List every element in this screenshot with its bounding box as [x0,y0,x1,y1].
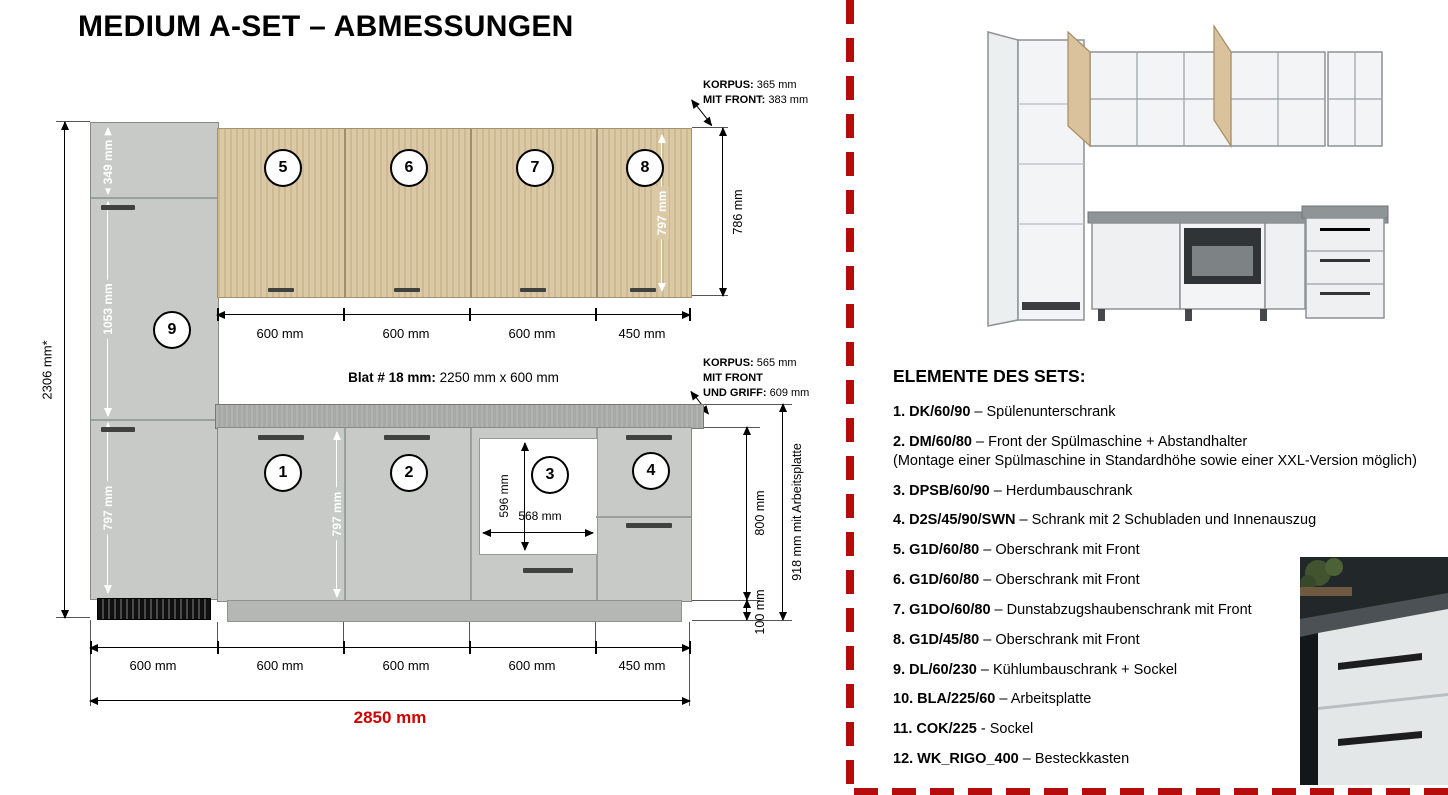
korpus-value: 365 mm [753,79,797,91]
upper-width-3: 600 mm [508,326,556,341]
list-item [893,403,1445,422]
drawer-handle [523,568,573,573]
dim-label-786: 786 mm [731,189,745,235]
element-desc: – Spülenunterschrank [970,404,1116,420]
element-desc: – Dunstabzugshaubenschrank mit Front [990,601,1252,618]
element-code: 2. DM/60/80 [893,433,972,450]
front-line-2 [703,386,809,401]
element-desc: – Arbeitsplatte [995,691,1092,708]
upper-width-1: 600 mm [256,326,304,341]
element-code: 4. D2S/45/90/SWN [893,512,1016,529]
element-desc: – Herdumbauschrank [989,482,1133,499]
cabinet-number-4: 4 [632,452,670,490]
cabinet-number-9: 9 [153,311,191,349]
dim-label-2850: 2850 mm [353,708,427,727]
dim-label-100: 100 mm [753,589,767,635]
list-item [893,482,1445,501]
element-code: 3. DPSB/60/90 [893,482,990,499]
element-desc: – Front der Spülmaschine + Abstandhalter [972,433,1248,450]
dim-label-1053: 1053 mm [101,279,115,338]
dim-arrow-596 [524,443,525,550]
cabinet-number-8: 8 [626,149,664,187]
door-handle [101,427,135,432]
cabinet-number-7: 7 [516,149,554,187]
door-handle [384,435,430,440]
kitchen-3d-render [930,6,1400,356]
dim-label-568: 568 mm [518,509,562,523]
extension-line [689,622,690,706]
element-code: 7. G1DO/60/80 [893,601,991,618]
dim-label-918: 918 mm mit Arbeitsplatte [790,443,804,581]
drawer-photo [1300,557,1448,785]
front-value: 383 mm [765,93,809,106]
door-seam [344,129,346,297]
door-seam [596,129,598,297]
dim-label-2306: 2306 mm* [39,340,55,400]
element-code: 11. COK/225 [893,721,977,738]
bottom-width-5: 450 mm [618,658,666,673]
dim-label-800: 800 mm [753,490,767,536]
door-handle [394,288,420,292]
elements-heading: ELEMENTE DES SETS: [893,366,1086,386]
upper-depth-note [703,78,808,108]
lower-depth-note [703,356,809,401]
korpus-value: 565 mm [753,357,797,369]
lower-sockel [227,600,682,622]
oven-cavity [479,438,598,555]
dim-arrow-2306 [64,122,65,618]
bottom-width-3: 600 mm [382,658,430,673]
element-code: 12. WK_RIGO_400 [893,751,1019,768]
korpus-label: KORPUS: [703,79,754,91]
lower-cabinets [217,427,692,602]
bottom-width-4: 600 mm [508,658,556,673]
cabinet-number-5: 5 [264,149,302,187]
front-label: MIT FRONT: [703,93,766,106]
door-seam [470,428,472,601]
drawer-handle [626,435,672,440]
dim-arrow-568 [483,532,593,533]
door-handle [268,288,294,292]
door-handle [520,288,546,292]
korpus-line [703,78,808,93]
element-desc: – Besteckkasten [1018,751,1130,768]
red-dashed-divider [846,0,854,795]
element-code: 6. G1D/60/80 [893,572,980,589]
element-code: 1. DK/60/90 [893,404,971,420]
dim-chain-upper [217,314,690,315]
element-code: 8. G1D/45/80 [893,631,980,648]
extension-line [704,427,760,428]
element-code: 5. G1D/60/80 [893,542,980,559]
extension-line [90,620,91,706]
cabinet-number-6: 6 [390,149,428,187]
tall-cabinet [90,122,219,600]
door-seam [91,197,218,199]
dim-chain-bottom [90,647,690,648]
korpus-line [703,356,809,371]
door-handle [101,205,135,210]
tall-cabinet-sockel [97,598,211,620]
dim-arrow-918 [782,404,783,620]
element-note: (Montage einer Spülmaschine in Standardhöhe sowie einer XXL-Version möglich) [893,452,1417,469]
front-line [703,93,808,108]
door-handle [630,288,656,292]
door-seam [470,129,472,297]
worktop-note-bold: Blat # 18 mm: [348,370,436,385]
element-desc: – Oberschrank mit Front [979,542,1140,559]
worktop [215,404,704,429]
worktop-note-rest: 2250 mm x 600 mm [435,370,559,385]
door-seam [344,428,346,601]
red-dashed-bottom-line [854,788,1448,795]
element-desc: – Kühlumbauschrank + Sockel [976,661,1178,678]
front-label-1: MIT FRONT [703,371,763,384]
door-handle [258,435,304,440]
dim-label-797-upper: 797 mm [655,187,669,240]
element-code: 9. DL/60/230 [893,661,977,678]
bottom-width-2: 600 mm [256,658,304,673]
element-desc: – Oberschrank mit Front [979,631,1140,648]
front-value: 609 mm [766,386,810,399]
cabinet-number-1: 1 [264,454,302,492]
extension-line [692,620,792,621]
dim-arrow-800 [746,427,747,600]
front-label-2: UND GRIFF: [703,386,767,399]
cabinet-number-3: 3 [531,456,569,494]
element-desc: - Sockel [976,721,1034,738]
dim-arrow-786 [722,128,723,296]
dim-arrow-2850 [90,700,690,701]
dim-label-797-tall: 797 mm [101,482,115,535]
list-item [893,433,1445,471]
dim-label-797-lower: 797 mm [330,488,344,541]
list-item [893,511,1445,530]
korpus-label: KORPUS: [703,357,754,369]
page-title: MEDIUM A-SET – ABMESSUNGEN [78,10,574,43]
element-desc: – Oberschrank mit Front [979,572,1140,589]
upper-cabinets [217,128,692,298]
drawer-seam [596,516,691,518]
dim-arrow-100 [746,600,747,620]
element-code: 10. BLA/225/60 [893,691,996,708]
worktop-note [217,370,690,385]
bottom-width-1: 600 mm [129,658,177,673]
element-desc: – Schrank mit 2 Schubladen und Innenauszug [1015,512,1317,529]
upper-width-2: 600 mm [382,326,430,341]
dim-label-596: 596 mm [497,474,511,518]
upper-width-4: 450 mm [618,326,666,341]
dim-label-349: 349 mm [101,136,115,189]
drawer-handle [626,523,672,528]
door-seam [91,419,218,421]
front-line-1 [703,371,809,386]
cabinet-number-2: 2 [390,454,428,492]
